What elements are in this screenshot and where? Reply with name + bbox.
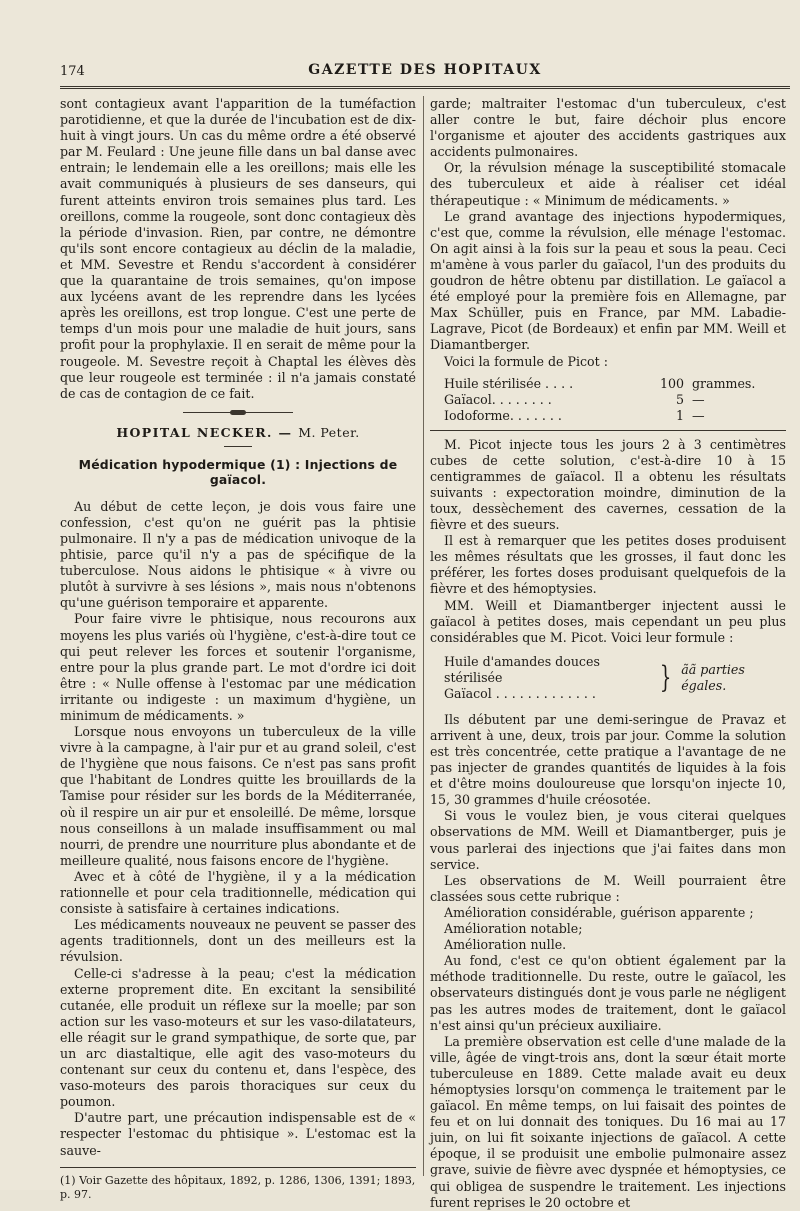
paragraph: Avec et à côté de l'hygiène, il y a la médication rationnelle et pour cela traditionnelle, médication qui consiste à satisfaire à certaines indications.: [60, 868, 416, 917]
ingredient-unit: —: [692, 407, 705, 423]
list-item: Amélioration considérable, guérison apparente ;: [444, 904, 754, 920]
ingredient-name: Huile stérilisée . . . .: [444, 375, 574, 391]
paragraph: Si vous le voulez bien, je vous citerai quelques observations de MM. Weill et Diamantberger, puis je vous parlerai des injections que j'ai faites dans mon service.: [430, 808, 786, 872]
paragraph: M. Picot injecte tous les jours 2 à 3 centimètres cubes de cette solution, c'est-à-dire 10 à 15 centigrammes de gaïacol. Il a obtenu les résultats suivants : expectoration moindre, diminution de la toux, dessèchement des cavernes, cessation de la fièvre et des sueurs.: [430, 436, 786, 533]
paragraph: Au fond, c'est ce qu'on obtient également par la méthode traditionnelle. Du reste, outre le gaïacol, les observateurs distingués dont je vous parle ne négligent pas les autres modes de traitement, dont le gaïacol n'est ainsi qu'un précieux auxiliaire.: [430, 953, 786, 1033]
journal-title: GAZETTE DES HOPITAUX: [308, 62, 542, 78]
section-separator: [183, 412, 293, 413]
weill-formula: [444, 654, 786, 702]
formula-row: [444, 376, 786, 392]
footnote-rule: [60, 1167, 416, 1168]
ingredient-amount: 1: [675, 407, 684, 423]
paragraph: Voici la formule de Picot :: [444, 353, 608, 369]
footnote: (1) Voir Gazette des hôpitaux, 1892, p. 1286, 1306, 1391; 1893, p. 97.: [60, 1173, 416, 1201]
paragraph: MM. Weill et Diamantberger injectent aussi le gaïacol à petites doses, mais cependant un peu plus considérables que M. Picot. Voici leur formule :: [430, 597, 786, 645]
ingredient-name: Huile d'amandes douces stérilisée: [444, 653, 600, 685]
page-number: 174: [60, 64, 85, 79]
title-dash: —: [278, 424, 293, 440]
page-header: [60, 58, 790, 84]
ingredient-amount: 100: [659, 375, 684, 391]
right-column: [430, 96, 786, 1211]
paragraph: Les observations de M. Weill pourraient être classées sous cette rubrique :: [430, 872, 786, 904]
ingredient-amount: 5: [675, 391, 684, 407]
list-item: Amélioration nulle.: [444, 937, 567, 953]
paragraph: Lorsque nous envoyons un tuberculeux de la ville vivre à la campagne, à l'air pur et au grand soleil, c'est de l'hygiène que nous faisons. Ce n'est pas sans profit que l'habitant de Londres quitte les brouillards de la Tamise pour résider sur les bords de la Méditerranée, où il respire un air pur et ensoleillé. De même, lorsque nous conseillons à un malade insuffisamment ou mal nourri, de prendre une nourriture plus abondante et de meilleure qualité, nous faisons encore de l'hygiène.: [60, 724, 416, 868]
article-subtitle: Médication hypodermique (1) : Injections de gaïacol.: [78, 456, 398, 487]
brace-icon: }: [659, 659, 672, 695]
ingredient-name: Gaïacol . . . . . . . . . . . . .: [444, 685, 596, 701]
paragraph: Ils débutent par une demi-seringue de Pravaz et arrivent à une, deux, trois par jour. Comme la solution est très concentrée, cette pratique a l'avantage de ne pas injecter de grandes quantités de liquides à la fois et d'être moins douloureuse que lorsqu'on injecte 10, 15, 30 grammes d'huile créosotée.: [430, 711, 786, 808]
formula-quantity: ãã parties égales.: [681, 661, 745, 693]
ingredient-unit: —: [692, 391, 705, 407]
paragraph: Pour faire vivre le phtisique, nous recourons aux moyens les plus variés où l'hygiène, c'est-à-dire tout ce qui peut relever les forces et soutenir l'organisme, entre pour la plus grande part. Le mot d'ordre ici doit être : « Nulle offense à l'estomac par une médication irritante ou indigeste : un maximum d'hygiène, un minimum de médicaments. »: [60, 611, 416, 723]
paragraph: La première observation est celle d'une malade de la ville, âgée de vingt-trois ans, dont la sœur était morte tuberculeuse en 1889. Cette malade avait eu deux hémoptysies lorsqu'on commença le traitement par le gaïacol. En même temps, on lui faisait des pointes de feu et on lui donnait des toniques. Du 16 mai au 17 juin, on lui fit soixante injections de gaïacol. A cette époque, il se produisit une embolie pulmonaire assez grave, suivie de fièvre avec dyspnée et hémoptysies, ce qui obligea de suspendre le traitement. Les injections furent reprises le 20 octobre et: [430, 1033, 786, 1210]
formula-rule: [430, 430, 786, 431]
left-column: [60, 96, 416, 1202]
section-author: M. Peter.: [298, 424, 360, 440]
paragraph: Le grand avantage des injections hypodermiques, c'est que, comme la révulsion, elle ménage l'estomac. On agit ainsi à la fois sur la peau et sous la peau. Ceci m'amène à vous parler du gaïacol, l'un des produits du goudron de hêtre obtenu par distillation. Le gaïacol a été employé pour la première fois en Allemagne, par Max Schüller, puis en France, par MM. Labadie-Lagrave, Picot (de Bordeaux) et enfin par MM. Weill et Diamantberger.: [430, 208, 786, 353]
paragraph: D'autre part, une précaution indispensable est de « respecter l'estomac du phtisique ». L'estomac est la sauve-: [60, 1110, 416, 1158]
paragraph: Celle-ci s'adresse à la peau; c'est la médication externe proprement dite. En excitant la sensibilité cutanée, elle produit un réflexe sur la moelle; par son action sur les vaso-moteurs et sur les vaso-dilatateurs, elle réagit sur le grand sympathique, de sorte que, par un arc diastaltique, elle agit des vaso-moteurs du contenant sur ceux du contenu et, dans l'espèce, des vaso-moteurs des parois thoraciques sur ceux du poumon.: [60, 965, 416, 1110]
separator-ornament: [230, 410, 246, 415]
ingredient-unit: grammes.: [692, 375, 756, 391]
formula-row: [444, 392, 786, 408]
paragraph: garde; maltraiter l'estomac d'un tuberculeux, c'est aller contre le but, faire déchoir plus encore l'organisme et ajouter des accidents gastriques aux accidents pulmonaires.: [430, 96, 786, 160]
hospital-name: HOPITAL NECKER.: [116, 424, 273, 440]
section-title: [60, 425, 416, 440]
picot-formula: [444, 376, 786, 424]
ingredient-name: Gaïacol. . . . . . . .: [444, 391, 552, 407]
paragraph: Les médicaments nouveaux ne peuvent se passer des agents traditionnels, dont un des meilleurs est la révulsion.: [60, 917, 416, 965]
title-rule: [224, 446, 252, 447]
intro-paragraph: sont contagieux avant l'apparition de la tuméfaction parotidienne, et que la durée de l'incubation est de dix-huit à vingt jours. Un cas du même ordre a été observé par M. Feulard : Une jeune fille dans un bal danse avec entrain; le lendemain elle a les oreillons; mais elle les avait communiqués à plusieurs de ses danseurs, qui furent atteints environ trois semaines plus tard. Les oreillons, comme la rougeole, sont donc contagieux dès la période d'invasion. Rien, par contre, ne démontre qu'ils sont encore contagieux au déclin de la maladie, et MM. Sevestre et Rendu s'accordent à considérer que la quarantaine de trois semaines, qu'on impose aux lycéens avant de les reprendre dans les lycées après les oreillons, est trop longue. C'est une perte de temps d'un mois pour une maladie de huit jours, sans profit pour la prophylaxie. Il en serait de même pour la rougeole. M. Sevestre reçoit à Chaptal les élèves dès que leur rougeole est terminée : il n'a jamais constaté de cas de contagion de ce fait.: [60, 96, 416, 401]
paragraph: Or, la révulsion ménage la susceptibilité stomacale des tuberculeux et aide à réaliser cet idéal thérapeutique : « Minimum de médicaments. »: [430, 160, 786, 208]
paragraph: Il est à remarquer que les petites doses produisent les mêmes résultats que les grosses, il faut donc les préférer, les fortes doses produisant quelquefois de la fièvre et des hémoptysies.: [430, 533, 786, 597]
paragraph: Au début de cette leçon, je dois vous faire une confession, c'est qu'on ne guérit pas la phtisie pulmonaire. Il n'y a pas de médication univoque de la phtisie, parce qu'il n'y a pas de spécifique de la tuberculose. Nous aidons le phtisique « à vivre ou plutôt à survivre à ses lésions », mais nous n'obtenons qu'une guérison temporaire et apparente.: [60, 498, 416, 611]
formula-row: [444, 408, 786, 424]
ingredient-name: Iodoforme. . . . . . .: [444, 407, 562, 423]
column-divider: [423, 96, 424, 1176]
formula-ingredients: [444, 654, 656, 702]
header-rule: [60, 86, 790, 89]
list-item: Amélioration notable;: [444, 921, 583, 937]
